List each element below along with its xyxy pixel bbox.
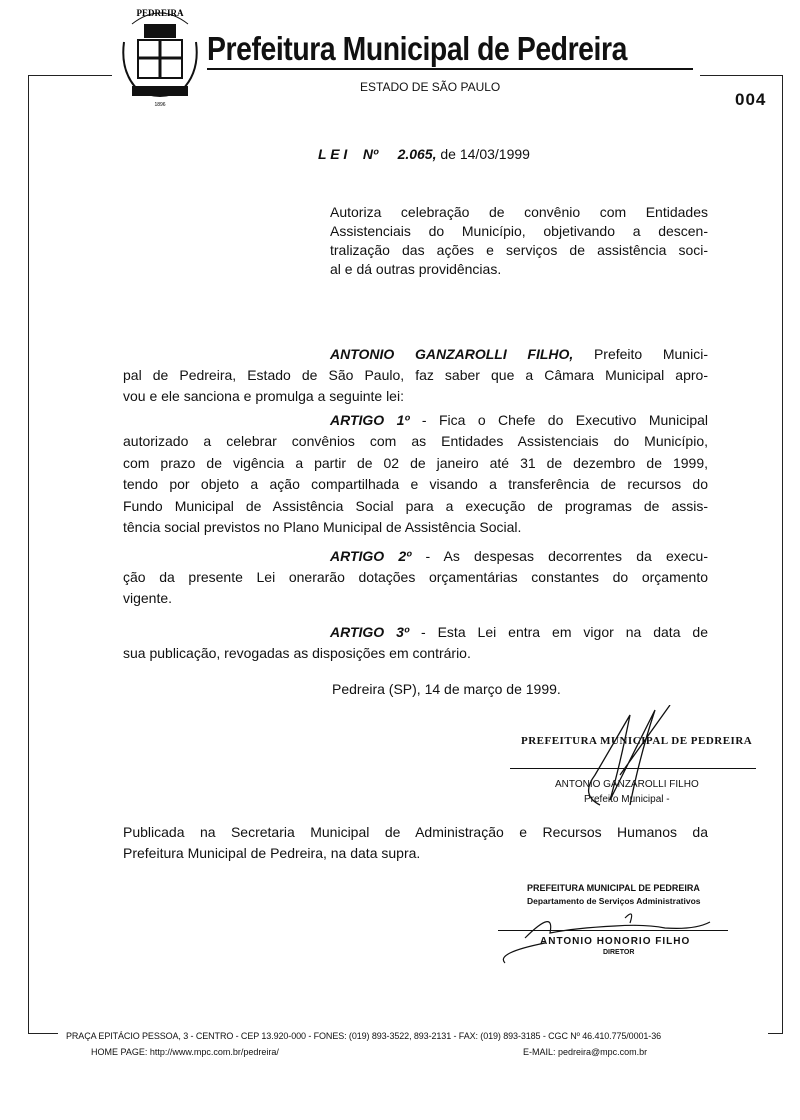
signature-1-role: Prefeito Municipal - <box>584 794 670 805</box>
page-title: Prefeitura Municipal de Pedreira <box>207 30 627 67</box>
title-underline <box>207 68 693 70</box>
article-3-label: ARTIGO 3º <box>330 624 410 640</box>
article-1-line: tência social previstos no Plano Municipal de Assistência Social. <box>123 519 522 535</box>
article-3-first-line <box>330 624 708 640</box>
law-heading <box>318 146 530 162</box>
frame-right-border <box>782 75 783 1033</box>
publication-line: Prefeitura Municipal de Pedreira, na data supra. <box>123 845 421 861</box>
article-3-text: - Esta Lei entra em vigor na data de <box>409 624 708 640</box>
article-3-line: sua publicação, revogadas as disposições em contrário. <box>123 645 471 661</box>
frame-bottom-left-border <box>28 1033 58 1034</box>
signature-1-name: ANTONIO GANZAROLLI FILHO <box>555 779 699 790</box>
signature-2-name: ANTONIO HONORIO FILHO <box>540 936 691 947</box>
handwritten-signature-2 <box>495 908 725 968</box>
article-2-first-line <box>330 548 708 564</box>
article-1-first-line <box>330 412 708 428</box>
law-prefix: L E I <box>318 146 348 162</box>
frame-top-left-border <box>28 75 112 76</box>
article-1-line: Fundo Municipal de Assistência Social para a execução de programas de assis- <box>123 498 708 514</box>
footer-email: E-MAIL: pedreira@mpc.com.br <box>523 1047 648 1057</box>
publication-line: Publicada na Secretaria Municipal de Administração e Recursos Humanos da <box>123 824 708 840</box>
handwritten-signature-1 <box>560 705 680 815</box>
preamble-line: vou e ele sanciona e promulga a seguinte lei: <box>123 388 404 404</box>
ementa-line: Autoriza celebração de convênio com Entidades <box>330 204 708 220</box>
frame-left-border <box>28 75 29 1033</box>
signature-1-stamp: PREFEITURA MUNICIPAL DE PEDREIRA <box>521 735 753 747</box>
page-number: 004 <box>735 90 767 109</box>
signature-2-department: Departamento de Serviços Administrativos <box>527 896 701 906</box>
law-number: 2.065, <box>397 146 437 162</box>
preamble-text: Prefeito Munici- <box>573 346 708 362</box>
footer-address: PRAÇA EPITÁCIO PESSOA, 3 - CENTRO - CEP 13.920-000 - FONES: (019) 893-3522, 893-2131 - FAX: (019) 893-3185 - CGC Nº 46.410.775/0001-36 <box>66 1031 662 1041</box>
signature-2-role: DIRETOR <box>603 949 635 956</box>
article-1-line: autorizado a celebrar convênios com as Entidades Assistenciais do Município, <box>123 433 708 449</box>
ementa-line: al e dá outras providências. <box>330 261 502 277</box>
ementa-line: Assistenciais do Município, objetivando a descen- <box>330 223 708 239</box>
state-subtitle: ESTADO DE SÃO PAULO <box>360 80 501 94</box>
svg-text:1896: 1896 <box>154 102 166 108</box>
article-2-text: - As despesas decorrentes da execu- <box>411 548 708 564</box>
article-2-line: ção da presente Lei onerarão dotações orçamentárias constantes do orçamento <box>123 569 708 585</box>
preamble-first-line <box>330 346 708 362</box>
article-1-line: com prazo de vigência a partir de 02 de janeiro até 31 de dezembro de 1999, <box>123 455 708 471</box>
coat-of-arms-logo <box>118 2 202 114</box>
article-2-line: vigente. <box>123 590 173 606</box>
place-date: Pedreira (SP), 14 de março de 1999. <box>332 681 561 697</box>
article-1-label: ARTIGO 1º <box>330 412 410 428</box>
law-number-label: Nº <box>362 146 379 162</box>
ementa-line: tralização das ações e serviços de assistência soci- <box>330 242 708 258</box>
frame-top-right-border <box>700 75 783 76</box>
signature-2-stamp: PREFEITURA MUNICIPAL DE PEDREIRA <box>527 883 700 893</box>
frame-bottom-right-border <box>768 1033 783 1034</box>
article-2-label: ARTIGO 2º <box>330 548 412 564</box>
mayor-name: ANTONIO GANZAROLLI FILHO, <box>330 346 574 362</box>
footer-homepage: HOME PAGE: http://www.mpc.com.br/pedreira/ <box>91 1047 279 1057</box>
law-date: de 14/03/1999 <box>440 146 530 162</box>
svg-text:PEDREIRA: PEDREIRA <box>136 8 184 18</box>
article-1-line: tendo por objeto a ação compartilhada e visando a transferência de recursos do <box>123 476 708 492</box>
article-1-text: - Fica o Chefe do Executivo Municipal <box>409 412 708 428</box>
preamble-line: pal de Pedreira, Estado de São Paulo, faz saber que a Câmara Municipal apro- <box>123 367 708 383</box>
